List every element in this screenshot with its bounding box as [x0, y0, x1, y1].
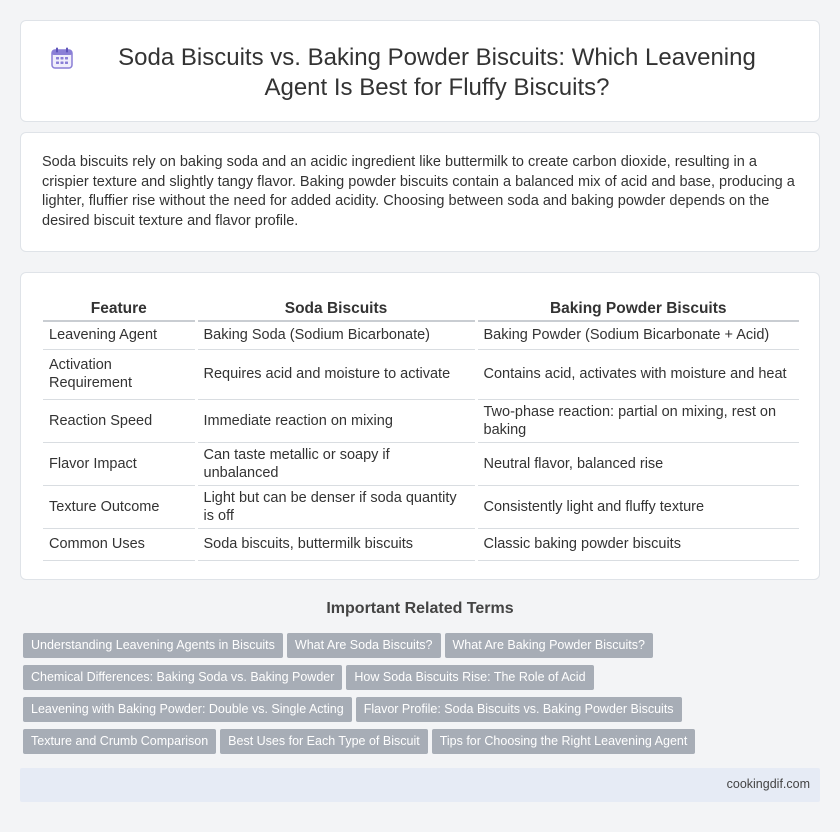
footer-bar: [20, 768, 820, 802]
page-title: Soda Biscuits vs. Baking Powder Biscuits: Which Leavening Agent Is Best for Fluffy Biscuits?: [118, 44, 756, 101]
table-row: [43, 321, 799, 349]
footer-site-link[interactable]: cookingdif.com: [726, 777, 810, 791]
related-terms-tags: [23, 633, 813, 761]
column-header-feature: Feature: [43, 297, 196, 321]
table-cell: Light but can be denser if soda quantity is off: [196, 485, 476, 528]
table-cell: Can taste metallic or soapy if unbalanced: [196, 442, 476, 485]
table-cell: Two-phase reaction: partial on mixing, rest on baking: [476, 399, 799, 442]
related-tag[interactable]: What Are Baking Powder Biscuits?: [445, 633, 653, 658]
related-tag[interactable]: What Are Soda Biscuits?: [287, 633, 441, 658]
related-tag[interactable]: Best Uses for Each Type of Biscuit: [220, 729, 428, 754]
related-tag[interactable]: Texture and Crumb Comparison: [23, 729, 216, 754]
tag-row: [23, 697, 813, 729]
table-cell: Consistently light and fluffy texture: [476, 485, 799, 528]
table-cell: Contains acid, activates with moisture and heat: [476, 349, 799, 399]
page-title-row: [21, 43, 819, 103]
table-cell: Leavening Agent: [43, 321, 196, 349]
intro-paragraph: Soda biscuits rely on baking soda and an acidic ingredient like buttermilk to create carbon dioxide, resulting in a crispier texture and slightly tangy flavor. Baking powder biscuits contain a balanced mix of acid and base, producing a lighter, fluffier rise without the need for added acidity. Choosing between soda and baking powder depends on the desired biscuit texture and flavor profile.: [42, 154, 795, 229]
intro-card: [20, 132, 820, 252]
column-header-baking-powder: Baking Powder Biscuits: [476, 297, 799, 321]
related-tag[interactable]: Understanding Leavening Agents in Biscuits: [23, 633, 283, 658]
header-card: [20, 20, 820, 122]
tag-row: [23, 729, 813, 761]
related-tag[interactable]: How Soda Biscuits Rise: The Role of Acid: [346, 665, 593, 690]
related-tag[interactable]: Chemical Differences: Baking Soda vs. Baking Powder: [23, 665, 342, 690]
table-cell: Flavor Impact: [43, 442, 196, 485]
table-row: [43, 485, 799, 528]
tag-row: [23, 665, 813, 697]
comparison-card: [20, 272, 820, 580]
column-header-soda: Soda Biscuits: [196, 297, 476, 321]
table-row: [43, 442, 799, 485]
table-header-row: [43, 297, 799, 321]
tag-row: [23, 633, 813, 665]
table-cell: Immediate reaction on mixing: [196, 399, 476, 442]
table-row: [43, 528, 799, 560]
table-cell: Classic baking powder biscuits: [476, 528, 799, 560]
table-row: [43, 399, 799, 442]
table-cell: Activation Requirement: [43, 349, 196, 399]
table-cell: Requires acid and moisture to activate: [196, 349, 476, 399]
table-cell: Reaction Speed: [43, 399, 196, 442]
table-cell: Baking Powder (Sodium Bicarbonate + Acid): [476, 321, 799, 349]
table-row: [43, 349, 799, 399]
table-cell: Neutral flavor, balanced rise: [476, 442, 799, 485]
related-tag[interactable]: Leavening with Baking Powder: Double vs. Single Acting: [23, 697, 352, 722]
table-cell: Common Uses: [43, 528, 196, 560]
table-cell: Soda biscuits, buttermilk biscuits: [196, 528, 476, 560]
related-tag[interactable]: Flavor Profile: Soda Biscuits vs. Baking Powder Biscuits: [356, 697, 682, 722]
related-tag[interactable]: Tips for Choosing the Right Leavening Agent: [432, 729, 696, 754]
table-cell: Texture Outcome: [43, 485, 196, 528]
table-cell: Baking Soda (Sodium Bicarbonate): [196, 321, 476, 349]
related-terms-title: Important Related Terms: [326, 600, 514, 617]
comparison-table: [43, 297, 799, 561]
